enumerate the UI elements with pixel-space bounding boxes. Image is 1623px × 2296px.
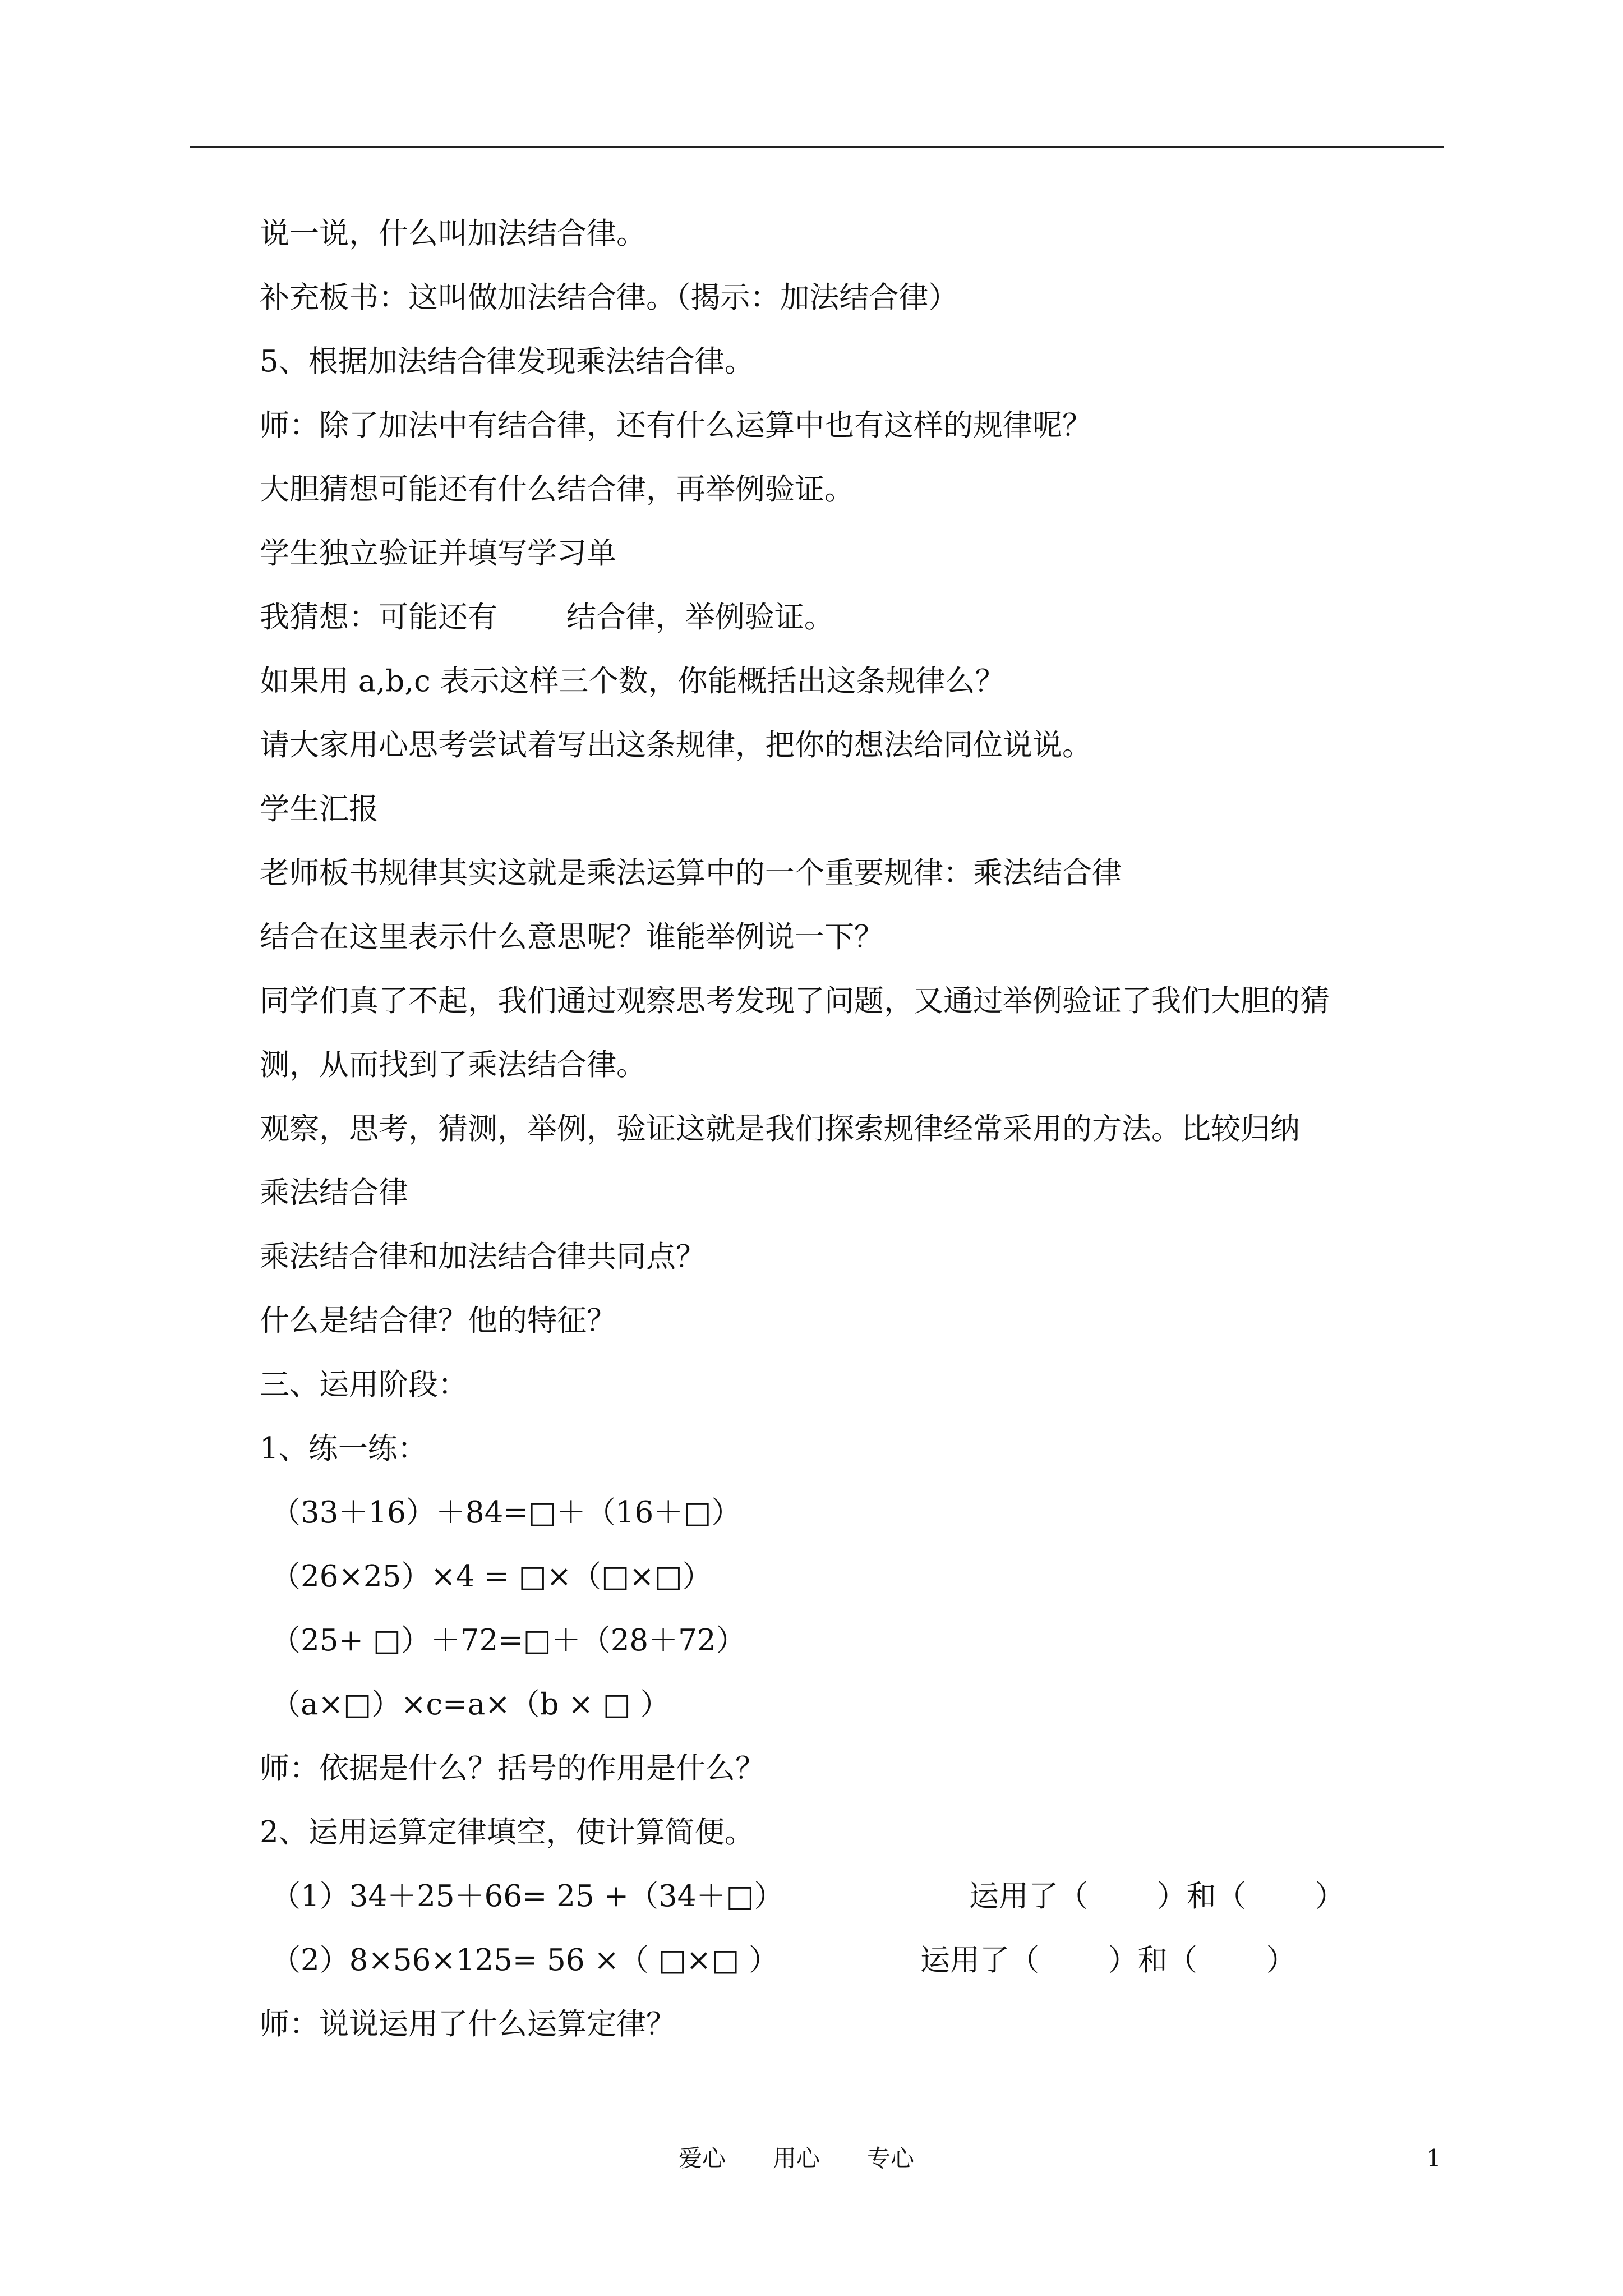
text-line: 乘法结合律 — [260, 1176, 408, 1210]
text-line: 我猜想：可能还有 结合律，举例验证。 — [260, 600, 834, 634]
text-line: 请大家用心思考尝试着写出这条规律，把你的想法给同位说说。 — [260, 728, 1092, 762]
text-line: 如果用 a,b,c 表示这样三个数，你能概括出这条规律么？ — [260, 664, 1005, 698]
text-line: 说一说，什么叫加法结合律。 — [260, 217, 646, 251]
exercise-equation: （a×□）×c=a×（b × □ ） — [271, 1687, 670, 1722]
text-line: 同学们真了不起，我们通过观察思考发现了问题，又通过举例验证了我们大胆的猜 — [260, 984, 1330, 1018]
section-heading: 三、运用阶段： — [260, 1368, 468, 1402]
text-line: 学生汇报 — [260, 792, 379, 826]
text-line: 大胆猜想可能还有什么结合律，再举例验证。 — [260, 472, 854, 507]
page-number: 1 — [1426, 2145, 1441, 2172]
text-line: 观察，思考，猜测，举例，验证这就是我们探索规律经常采用的方法。比较归纳 — [260, 1112, 1300, 1146]
text-line: 测，从而找到了乘法结合律。 — [260, 1048, 646, 1082]
exercise-equation: （2）8×56×125= 56 ×（ □×□ ） — [271, 1943, 779, 1977]
document-body — [260, 202, 1460, 2056]
section-heading: 2、运用运算定律填空，使计算简便。 — [260, 1815, 754, 1849]
text-line: 学生独立验证并填写学习单 — [260, 536, 616, 570]
law-used-blank: 运用了（ ）和（ ） — [920, 1943, 1296, 1977]
exercise-equation: （1）34＋25＋66= 25 +（34＋□） — [271, 1879, 784, 1913]
fill-in-exercise-1 — [260, 1865, 1460, 1929]
page-footer — [0, 2136, 1623, 2181]
exercise-equation: （25+ □）＋72=□＋（28＋72） — [271, 1623, 746, 1658]
text-line: 师：除了加法中有结合律，还有什么运算中也有这样的规律呢？ — [260, 408, 1092, 443]
text-line: 老师板书规律其实这就是乘法运算中的一个重要规律：乘法结合律 — [260, 856, 1122, 890]
exercise-equation: （33＋16）＋84=□＋（16＋□） — [271, 1496, 741, 1530]
text-line: 什么是结合律？他的特征？ — [260, 1304, 616, 1338]
text-line: 师：依据是什么？括号的作用是什么？ — [260, 1751, 765, 1786]
law-used-blank: 运用了（ ）和（ ） — [969, 1879, 1345, 1913]
exercise-equation: （26×25）×4 = □×（□×□） — [271, 1559, 712, 1594]
section-heading: 5、根据加法结合律发现乘法结合律。 — [260, 344, 754, 379]
text-line: 乘法结合律和加法结合律共同点？ — [260, 1240, 706, 1274]
text-line: 补充板书：这叫做加法结合律。（揭示：加法结合律） — [260, 280, 958, 315]
fill-in-exercise-2 — [260, 1929, 1460, 1993]
text-line: 师：说说运用了什么运算定律？ — [260, 2007, 676, 2041]
text-line: 结合在这里表示什么意思呢？谁能举例说一下？ — [260, 920, 884, 954]
header-rule — [190, 146, 1444, 148]
footer-motto: 爱心 用心 专心 — [679, 2145, 915, 2172]
section-heading: 1、练一练： — [260, 1432, 427, 1466]
